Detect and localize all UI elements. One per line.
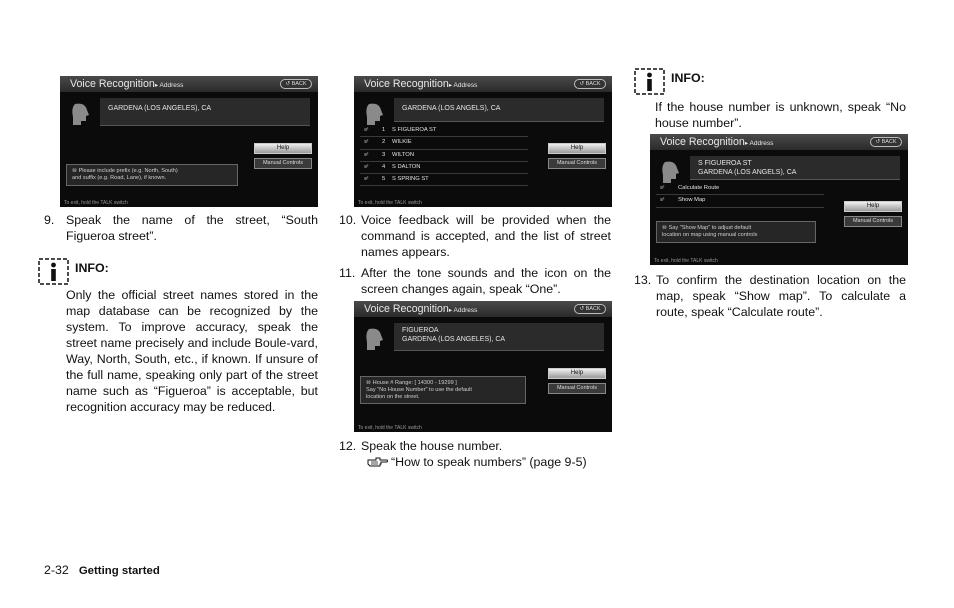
back-button[interactable]: ↺ BACK <box>280 79 312 89</box>
address-display: S FIGUEROA ST GARDENA (LOS ANGELS), CA <box>690 156 900 180</box>
manual-controls-button[interactable]: Manual Controls <box>254 158 312 169</box>
page-footer <box>44 563 160 577</box>
list-item[interactable]: ≡ᴵ 3 WILTON <box>360 150 528 162</box>
screen-footer: To exit, hold the TALK switch <box>358 425 422 431</box>
list-item[interactable]: ≡ᴵ Calculate Route <box>656 183 824 195</box>
screen-title: Voice Recognition▸ Address <box>660 136 774 148</box>
speak-icon: ≡ᴵ <box>364 176 369 183</box>
voice-head-icon <box>364 327 385 351</box>
manual-controls-button[interactable]: Manual Controls <box>548 383 606 394</box>
speak-icon: ≡ᴵ <box>364 151 369 158</box>
screen-street-prompt <box>60 76 318 207</box>
info-text: Only the official street names stored in the map database can be recognized by the system. To improve accuracy, speak the street name precisely and include Boule-vard, Way, North, South, etc., if known. If unsure of the full name, speaking only part of the street name such as “Figueroa” is acceptable, but recognition accuracy may be reduced. <box>66 288 318 414</box>
screen-title: Voice Recognition▸ Address <box>364 303 478 315</box>
screen-title: Voice Recognition▸ Address <box>364 78 478 90</box>
reference-text: “How to speak numbers” (page 9-5) <box>391 455 587 469</box>
step-11 <box>339 265 611 297</box>
page-reference[interactable] <box>367 454 587 470</box>
info-icon <box>38 258 69 285</box>
help-button[interactable]: Help <box>548 368 606 379</box>
hint-box: ⑩ House # Range: [ 14300 - 19299 ] Say "No House Number" to use the default location on the street. <box>360 376 526 404</box>
back-button[interactable]: ↺ BACK <box>870 137 902 147</box>
step-text: To confirm the destination location on the map, speak “Show map”. To calculate a route, speak “Calculate route”. <box>656 273 906 319</box>
voice-head-icon <box>70 102 91 126</box>
back-button[interactable]: ↺ BACK <box>574 79 606 89</box>
step-text: Speak the name of the street, “South Figueroa street”. <box>66 213 318 243</box>
street-list <box>360 125 528 186</box>
voice-head-icon <box>660 160 681 184</box>
screen-confirm-destination <box>650 134 908 265</box>
step-number: 13. <box>634 273 652 287</box>
info-header <box>634 68 754 94</box>
info-label: INFO: <box>75 261 109 275</box>
step-text: After the tone sounds and the icon on the screen changes again, speak “One”. <box>361 266 611 296</box>
speak-icon: ≡ᴵ <box>364 139 369 146</box>
step-number: 12. <box>339 439 357 453</box>
step-number: 11. <box>339 266 356 280</box>
list-item[interactable]: ≡ᴵ 1 S FIGUEROA ST <box>360 125 528 137</box>
manual-controls-button[interactable]: Manual Controls <box>844 216 902 227</box>
info-label: INFO: <box>671 71 705 85</box>
hint-box: ⑩ Please include prefix (e.g. North, South) and suffix (e.g. Road, Lane), if known. <box>66 164 238 186</box>
help-button[interactable]: Help <box>254 143 312 154</box>
speak-icon: ≡ᴵ <box>660 185 665 191</box>
step-number: 10. <box>339 213 357 227</box>
address-display: GARDENA (LOS ANGELES), CA <box>100 98 310 126</box>
step-12 <box>339 438 611 454</box>
screen-footer: To exit, hold the TALK switch <box>64 200 128 206</box>
step-text: Voice feedback will be provided when the command is accepted, and the list of street names appears. <box>361 213 611 259</box>
page-number: 2-32 <box>44 563 69 577</box>
info-icon <box>634 68 665 95</box>
help-button[interactable]: Help <box>844 201 902 212</box>
list-item[interactable]: ≡ᴵ 5 S SPRING ST <box>360 174 528 186</box>
back-button[interactable]: ↺ BACK <box>574 304 606 314</box>
step-13 <box>634 272 906 320</box>
screen-house-number <box>354 301 612 432</box>
step-number: 9. <box>44 213 55 227</box>
screen-title: Voice Recognition▸ Address <box>70 78 184 90</box>
screen-street-list <box>354 76 612 207</box>
list-item[interactable]: ≡ᴵ 4 S DALTON <box>360 162 528 174</box>
info-header <box>38 258 158 284</box>
address-display: GARDENA (LOS ANGELS), CA <box>394 98 604 122</box>
voice-head-icon <box>364 102 385 126</box>
manual-controls-button[interactable]: Manual Controls <box>548 158 606 169</box>
address-display: FIGUEROA GARDENA (LOS ANGELES), CA <box>394 323 604 351</box>
step-text: Speak the house number. <box>361 439 503 453</box>
screen-footer: To exit, hold the TALK switch <box>654 258 718 264</box>
speak-icon: ≡ᴵ <box>364 163 369 170</box>
section-title: Getting started <box>78 565 160 577</box>
command-list <box>656 183 824 208</box>
list-item[interactable]: ≡ᴵ Show Map <box>656 195 824 207</box>
pointing-hand-icon <box>367 456 389 468</box>
step-10 <box>339 212 611 260</box>
speak-icon: ≡ᴵ <box>660 197 665 204</box>
info-text: If the house number is unknown, speak “No house number”. <box>655 100 906 130</box>
step-9 <box>44 212 318 244</box>
speak-icon: ≡ᴵ <box>364 127 369 133</box>
help-button[interactable]: Help <box>548 143 606 154</box>
screen-footer: To exit, hold the TALK switch <box>358 200 422 206</box>
hint-box: ⑩ Say "Show Map" to adjust default location on map using manual controls <box>656 221 816 243</box>
list-item[interactable]: ≡ᴵ 2 WILKIE <box>360 137 528 149</box>
